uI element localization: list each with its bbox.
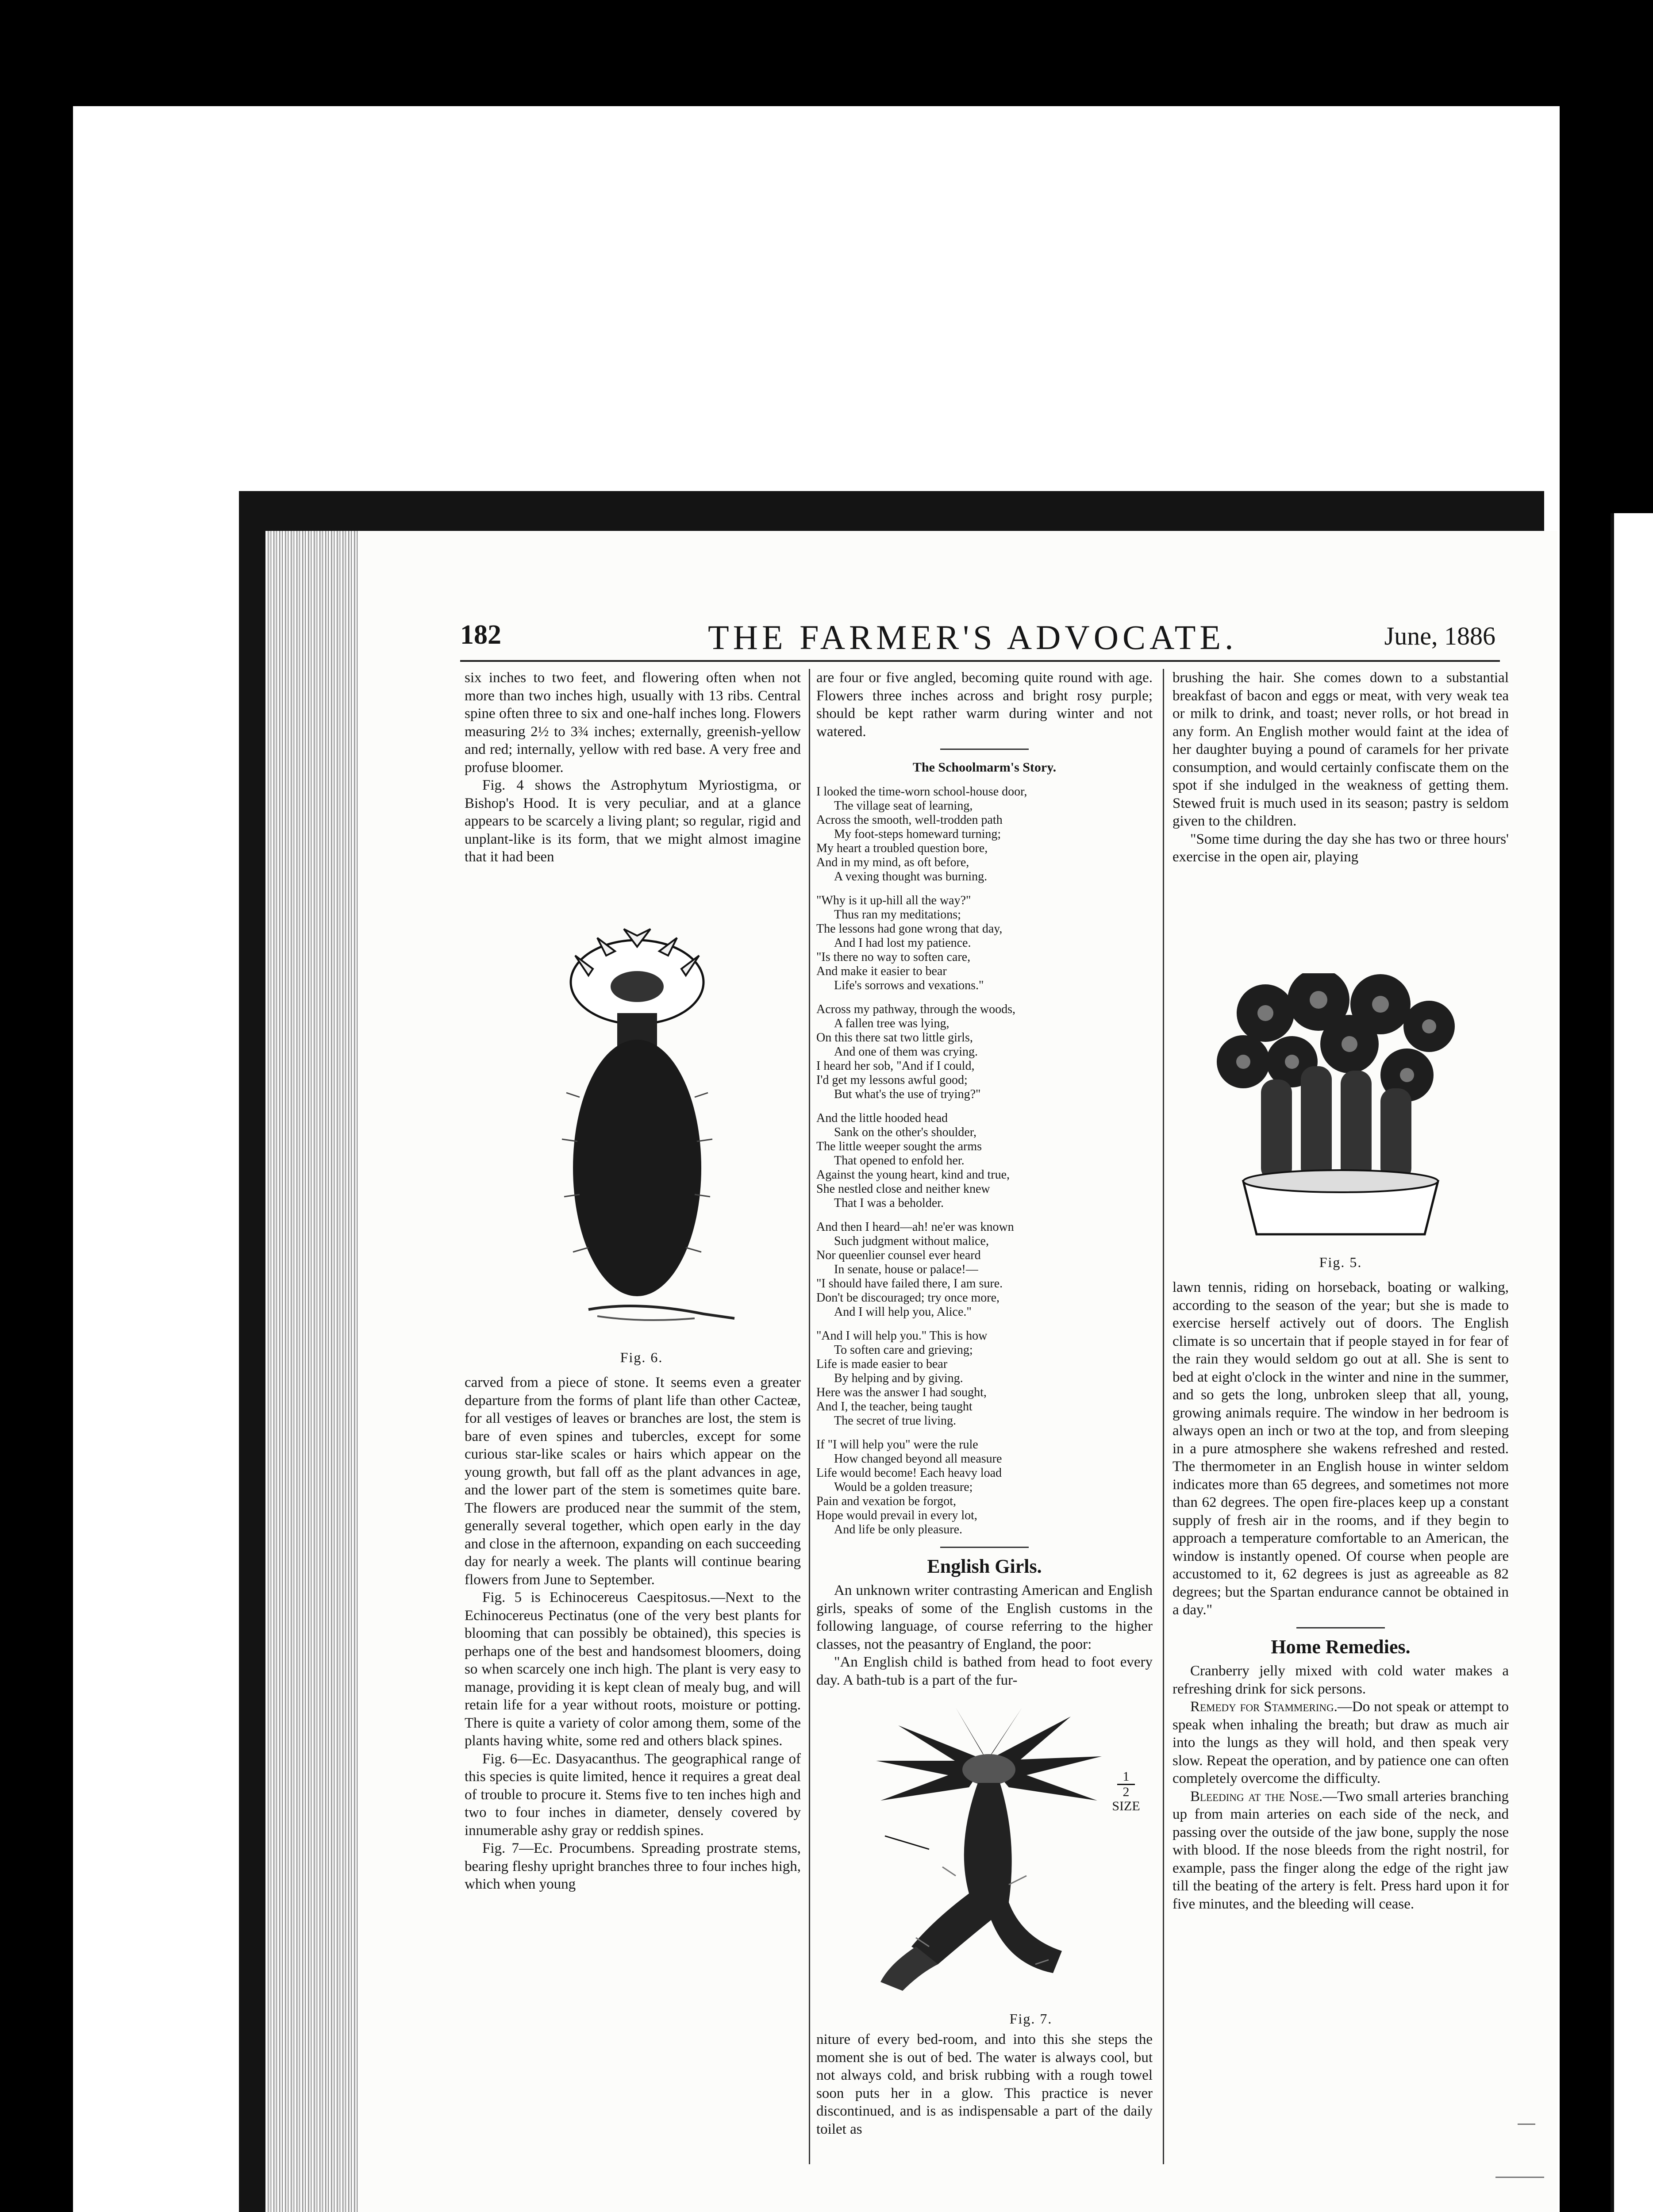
poem-line: Here was the answer I had sought, xyxy=(816,1385,987,1399)
poem-line: And make it easier to bear xyxy=(816,964,947,978)
poem-line: Sank on the other's shoulder, xyxy=(834,1125,976,1139)
poem-line: And I had lost my patience. xyxy=(834,936,971,950)
section-title: Home Remedies. xyxy=(1271,1636,1411,1658)
poem-line: Such judgment without malice, xyxy=(834,1234,989,1248)
poem-line: The village seat of learning, xyxy=(834,799,973,813)
scale-numerator: 1 xyxy=(1123,1769,1130,1784)
page-number: 182 xyxy=(460,620,501,650)
poem-line: I heard her sob, "And if I could, xyxy=(816,1059,975,1073)
poem-line: Across the smooth, well-trodden path xyxy=(816,813,1003,827)
poem-line: And life be only pleasure. xyxy=(834,1522,963,1536)
fig5-caption: Fig. 5. xyxy=(1319,1254,1362,1270)
paragraph: niture of every bed-room, and into this she steps the moment she is out of bed. The water is always cool, but not always cold, and brisk rubbing with a rough towel soon puts her in a glow. This practice is never discontinued, and is as indispensable a part of the daily toilet as xyxy=(816,2032,1153,2137)
poem-line: A fallen tree was lying, xyxy=(834,1016,950,1030)
paragraph: Fig. 5 is Echinocereus Caespitosus.—Next to the Echinocereus Pectinatus (one of the very best plants for blooming that can possibly be obtained), this species is perhaps one of the best and handsomest bloomers, doing so when scarcely one inch high. The plant is very easy to manage, providing it is kept clean of mealy bug, and will retain life for a year without roots, moisture or potting. There is quite a variety of color among them, some of the plants having white, some red and others black spines. xyxy=(465,1590,801,1749)
poem-line: Across my pathway, through the woods, xyxy=(816,1002,1016,1016)
poem-line: Life would become! Each heavy load xyxy=(816,1466,1002,1480)
fig7-caption: Fig. 7. xyxy=(1009,2011,1053,2027)
margin-mark xyxy=(1495,2177,1544,2178)
paragraph: Fig. 6—Ec. Dasyacanthus. The geographical range of this species is quite limited, hence it requires a great deal of trouble to procure it. Stems five to ten inches high and two to four inches in diameter, densely covered by innumerable ashy gray or reddish spines. xyxy=(465,1751,801,1839)
poem-stanza xyxy=(816,1111,1153,1210)
fig6-caption: Fig. 6. xyxy=(620,1349,663,1365)
scale-word: SIZE xyxy=(1112,1799,1140,1813)
paragraph: "Some time during the day she has two or three hours' exercise in the open air, playing xyxy=(1172,831,1509,865)
poem-line: And the little hooded head xyxy=(816,1111,948,1125)
paragraph: carved from a piece of stone. It seems even a greater departure from the forms of plant life than other Cacteæ, for all vestiges of leaves or branches are lost, the stem is bare of even spines and tubercles, except for some curious star-like scales or hairs which appear on the young growth, but fall off as the plant advances in age, and the lower part of the stem is sometimes quite bare. The flowers are produced near the summit of the stem, generally several together, which open early in the day and close in the afternoon, expanding on each succeeding day for nearly a week. The plants will continue bearing flowers from June to September. xyxy=(465,1375,801,1588)
poem-line: Against the young heart, kind and true, xyxy=(816,1167,1010,1182)
poem-line: Hope would prevail in every lot, xyxy=(816,1508,977,1522)
remedy-text: —Two small arteries branching up from main arteries on each side of the neck, and passing over the outside of the jaw bone, supply the nose with blood. If the nose bleeds from the right nostril, for example, pass the finger along the edge of the right jaw till the beating of the artery is felt. Press hard upon it for five minutes, and the bleeding will cease. xyxy=(1172,1788,1509,1912)
column-3-continued xyxy=(1172,1279,1509,1913)
section-rule xyxy=(940,1547,1029,1548)
fig7-scale-label xyxy=(1106,1770,1146,1813)
poem-line: "Is there no way to soften care, xyxy=(816,950,971,964)
remedy-text: —Do not speak or attempt to speak when inhaling the breath; but draw as much air into the lungs as they will hold, and then speak very slow. Repeat the operation, and by patience one can often completely overcome the difficulty. xyxy=(1172,1699,1509,1786)
column-1-continued xyxy=(465,1374,801,1893)
scale-denominator: 2 xyxy=(1123,1785,1130,1799)
section-title: English Girls. xyxy=(927,1555,1042,1577)
issue-date: June, 1886 xyxy=(1384,622,1495,650)
poem-line: Nor queenlier counsel ever heard xyxy=(816,1248,981,1262)
poem-line: Life's sorrows and vexations." xyxy=(834,978,984,992)
poem-line: How changed beyond all measure xyxy=(834,1452,1002,1466)
poem-line: By helping and by giving. xyxy=(834,1371,963,1385)
remedy-lead: Bleeding at the Nose. xyxy=(1190,1788,1323,1805)
fig5-cactus-illustration xyxy=(1203,973,1478,1243)
poem-line: The secret of true living. xyxy=(834,1413,957,1428)
poem-line: And one of them was crying. xyxy=(834,1045,978,1059)
poem-line: A vexing thought was burning. xyxy=(834,869,988,883)
poem-line: My heart a troubled question bore, xyxy=(816,841,988,855)
paragraph: Fig. 7—Ec. Procumbens. Spreading prostrate stems, bearing fleshy upright branches three to four inches high, which when young xyxy=(465,1840,801,1892)
poem-line: But what's the use of trying?" xyxy=(834,1087,981,1101)
paragraph: Fig. 4 shows the Astrophytum Myriostigma, or Bishop's Hood. It is very peculiar, and at a glance appears to be scarcely a living plant; so regular, rigid and unplant-like is its form, that we might almost imagine that it had been xyxy=(465,777,801,865)
page-header xyxy=(460,619,1500,657)
paragraph: are four or five angled, becoming quite round with age. Flowers three inches across and bright rosy purple; should be kept rather warm during winter and not watered. xyxy=(816,670,1153,740)
poem-line: Thus ran my meditations; xyxy=(834,907,961,922)
section-rule xyxy=(1296,1627,1385,1628)
poem-line: To soften care and grieving; xyxy=(834,1343,973,1357)
poem-line: The little weeper sought the arms xyxy=(816,1139,982,1153)
paragraph: lawn tennis, riding on horseback, boating or walking, according to the season of the year; but she is made to exercise herself actively out of doors. The English climate is so uncertain that if people stayed in for fear of the rain they would seldom go out at all. She is sent to bed at eight o'clock in the winter and nine in the summer, and so gets the long, unbroken sleep that all, young, growing animals require. The window in her bedroom is always open an inch or two at the top, and from sleeping in a pure atmosphere she wakens refreshed and rested. The thermometer in an English house in winter seldom indicates more than 65 degrees, and sometimes not more than 62 degrees. The open fire-places keep up a constant supply of fresh air in the rooms, and if they begin to approach a temperature comfortable to an American, the window is instantly opened. Of course when people are accustomed to it, 62 degrees is just as agreeable as 82 degrees; but the Spartan endurance cannot be obtained in a day." xyxy=(1172,1279,1509,1618)
poem-line: The lessons had gone wrong that day, xyxy=(816,922,1003,936)
poem-line: "Why is it up-hill all the way?" xyxy=(816,893,971,907)
poem-title: The Schoolmarm's Story. xyxy=(912,760,1057,775)
poem-stanza xyxy=(816,894,1153,993)
fig7-cactus-illustration xyxy=(823,1699,1150,2017)
margin-mark xyxy=(1518,2124,1535,2125)
poem-line: My foot-steps homeward turning; xyxy=(834,827,1001,841)
poem-line: If "I will help you" were the rule xyxy=(816,1437,978,1452)
paragraph: six inches to two feet, and flowering often when not more than two inches high, usually with 13 ribs. Central spine often three to six and one-half inches long. Flowers measuring 2½ to 3¾ inches; externally, greenish-yellow and red; internally, yellow with red base. A very free and profuse bloomer. xyxy=(465,670,801,776)
paragraph: brushing the hair. She comes down to a substantial breakfast of bacon and eggs or meat, with very weak tea or milk to drink, and toast; never rolls, or hot bread in any form. An English mother would faint at the idea of her daughter buying a pound of caramels for her private consumption, and would certainly confiscate them on the spot if she indulged in the weakness of getting them. Stewed fruit is much used in its season; pastry is seldom given to the children. xyxy=(1172,670,1509,829)
column-2-continued xyxy=(816,2031,1153,2138)
column-rule xyxy=(809,669,810,2164)
poem-stanza xyxy=(816,1438,1153,1537)
poem-line: That I was a beholder. xyxy=(834,1196,944,1210)
header-rule xyxy=(460,660,1500,662)
paragraph xyxy=(1172,1698,1509,1788)
poem-line: I'd get my lessons awful good; xyxy=(816,1073,968,1087)
poem-line: "I should have failed there, I am sure. xyxy=(816,1276,1003,1290)
poem-stanza xyxy=(816,1002,1153,1102)
page-stack-edges xyxy=(265,531,358,2212)
poem xyxy=(816,785,1153,1537)
fig6-cactus-illustration xyxy=(527,920,757,1385)
poem-line: Don't be discouraged; try once more, xyxy=(816,1290,1000,1305)
section-rule xyxy=(940,749,1029,750)
paragraph: Cranberry jelly mixed with cold water makes a refreshing drink for sick persons. xyxy=(1172,1663,1509,1697)
poem-line: Would be a golden treasure; xyxy=(834,1480,973,1494)
masthead: THE FARMER'S ADVOCATE. xyxy=(708,618,1238,657)
column-rule xyxy=(1163,669,1164,2164)
poem-line: And in my mind, as oft before, xyxy=(816,855,969,869)
paragraph: An unknown writer contrasting American and English girls, speaks of some of the English customs in the following language, of course referring to the higher classes, not the peasantry of England, the poor: xyxy=(816,1582,1153,1652)
poem-line: I looked the time-worn school-house door, xyxy=(816,784,1027,799)
poem-line: She nestled close and neither knew xyxy=(816,1182,990,1196)
poem-stanza xyxy=(816,785,1153,884)
poem-line: And then I heard—ah! ne'er was known xyxy=(816,1220,1014,1234)
poem-line: In senate, house or palace!— xyxy=(834,1262,978,1276)
poem-line: And I will help you, Alice." xyxy=(834,1305,972,1319)
poem-line: And I, the teacher, being taught xyxy=(816,1399,973,1413)
facing-page-edge xyxy=(1611,513,1653,2212)
paragraph xyxy=(1172,1788,1509,1913)
poem-line: Pain and vexation be forgot, xyxy=(816,1494,956,1508)
poem-line: That opened to enfold her. xyxy=(834,1153,965,1167)
poem-stanza xyxy=(816,1220,1153,1319)
paragraph: "An English child is bathed from head to foot every day. A bath-tub is a part of the fur- xyxy=(816,1654,1153,1688)
column-3 xyxy=(1172,669,1509,866)
remedy-lead: Remedy for Stammering. xyxy=(1190,1699,1338,1715)
column-2 xyxy=(816,669,1153,1689)
poem-line: On this there sat two little girls, xyxy=(816,1030,973,1045)
poem-line: "And I will help you." This is how xyxy=(816,1329,988,1343)
poem-line: Life is made easier to bear xyxy=(816,1357,948,1371)
column-1 xyxy=(465,669,801,866)
poem-stanza xyxy=(816,1329,1153,1428)
